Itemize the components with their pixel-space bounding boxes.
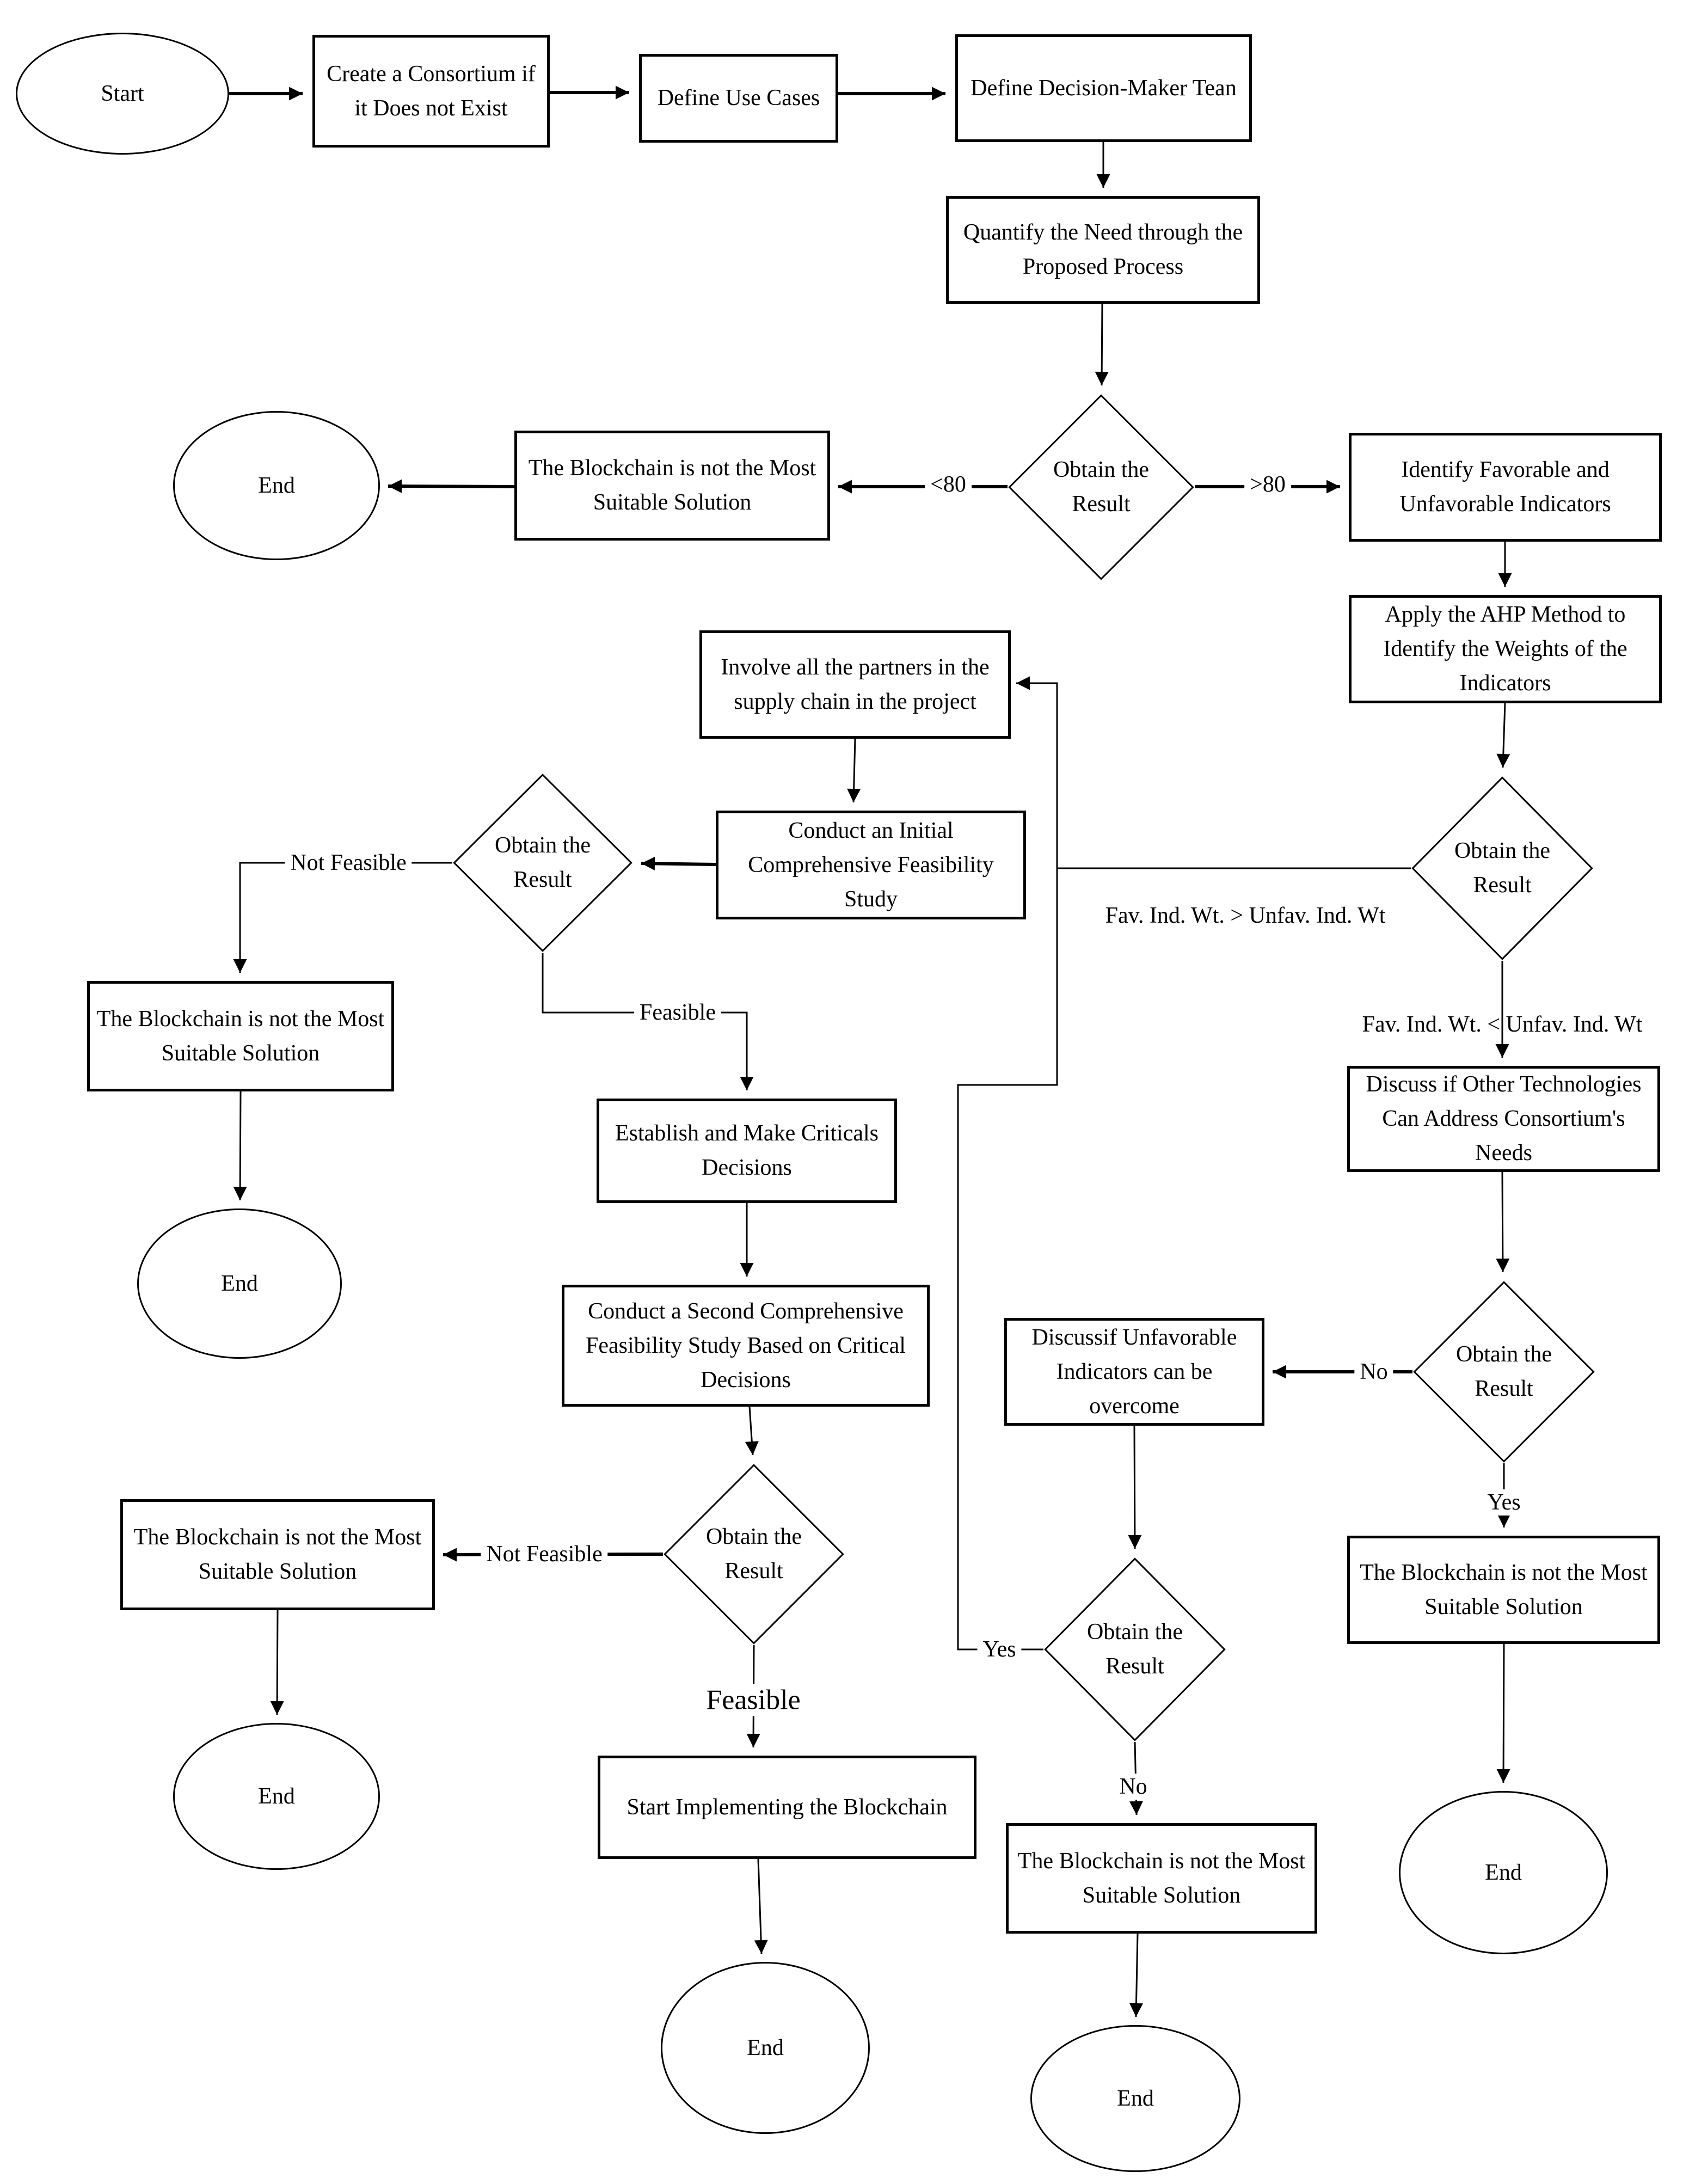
terminator-start-label: Start xyxy=(101,81,144,106)
terminator-end-4-label: End xyxy=(747,2035,784,2060)
edge-label-yes-1: Yes xyxy=(1482,1489,1526,1516)
process-define-decision-maker-team xyxy=(955,34,1252,142)
terminator-end-6-label: End xyxy=(1117,2085,1154,2111)
terminator-end-5-label: End xyxy=(1485,1860,1522,1885)
decision-obtain-result-2 xyxy=(1411,776,1594,961)
decision-obtain-result-3 xyxy=(452,773,633,953)
edge-label-feasible-1: Feasible xyxy=(634,999,721,1026)
decision-obtain-result-2-label: Obtain the Result xyxy=(1454,838,1551,898)
process-discuss-other-technologies-label: Discuss if Other Technologies Can Address Consortium's Needs xyxy=(1366,1072,1642,1165)
process-not-suitable-5-label: The Blockchain is not the Most Suitable Solution xyxy=(1017,1848,1306,1908)
process-establish-decisions xyxy=(597,1099,897,1203)
terminator-end-5 xyxy=(1399,1791,1608,1954)
process-create-consortium xyxy=(312,35,550,148)
edge-label-not-feasible-1: Not Feasible xyxy=(285,850,411,876)
terminator-end-1 xyxy=(173,411,380,560)
edge-label-fav-lt-unfav: Fav. Ind. Wt. < Unfav. Ind. Wt xyxy=(1362,1012,1643,1037)
decision-obtain-result-5-label: Obtain the Result xyxy=(1455,1342,1552,1401)
process-start-implementing-label: Start Implementing the Blockchain xyxy=(626,1794,948,1820)
process-discussif-unfavorable xyxy=(1004,1318,1264,1426)
process-not-suitable-1-label: The Blockchain is not the Most Suitable Solution xyxy=(528,456,816,515)
process-create-consortium-label: Create a Consortium if it Does not Exist xyxy=(327,61,536,121)
decision-obtain-result-5 xyxy=(1412,1280,1595,1463)
process-conduct-second-study-label: Conduct a Second Comprehensive Feasibility Study Based on Critical Decisions xyxy=(586,1298,906,1392)
decision-obtain-result-4-label: Obtain the Result xyxy=(705,1524,802,1584)
process-conduct-initial-study xyxy=(716,811,1026,919)
process-not-suitable-3-label: The Blockchain is not the Most Suitable Solution xyxy=(133,1525,422,1584)
terminator-end-3-label: End xyxy=(258,1783,295,1809)
process-conduct-initial-study-label: Conduct an Initial Comprehensive Feasibility Study xyxy=(748,818,994,912)
decision-obtain-result-4 xyxy=(663,1463,845,1645)
process-not-suitable-1 xyxy=(514,431,830,541)
edge-label-no-2: No xyxy=(1114,1774,1152,1800)
edge-label-fav-gt-unfav: Fav. Ind. Wt. > Unfav. Ind. Wt xyxy=(1105,903,1386,928)
process-identify-indicators xyxy=(1349,433,1662,542)
process-not-suitable-2 xyxy=(87,981,394,1091)
process-define-decision-maker-team-label: Define Decision-Maker Tean xyxy=(971,75,1237,101)
terminator-end-2 xyxy=(137,1208,342,1359)
process-not-suitable-2-label: The Blockchain is not the Most Suitable Solution xyxy=(96,1006,385,1066)
process-start-implementing xyxy=(598,1756,976,1859)
process-identify-indicators-label: Identify Favorable and Unfavorable Indicators xyxy=(1399,457,1611,517)
process-define-use-cases xyxy=(639,54,838,143)
process-discuss-other-technologies xyxy=(1347,1066,1660,1172)
process-quantify-need-label: Quantify the Need through the Proposed Process xyxy=(963,220,1243,279)
process-apply-ahp-label: Apply the AHP Method to Identify the Weights of the Indicators xyxy=(1383,602,1627,696)
process-not-suitable-4-label: The Blockchain is not the Most Suitable Solution xyxy=(1360,1560,1648,1619)
edge-label-lt80: <80 xyxy=(925,471,972,498)
terminator-end-1-label: End xyxy=(258,473,295,498)
process-not-suitable-4 xyxy=(1347,1536,1660,1644)
edge-label-gt80: >80 xyxy=(1244,471,1291,498)
edge-label-not-feasible-2: Not Feasible xyxy=(481,1541,607,1567)
process-conduct-second-study xyxy=(562,1285,930,1407)
process-apply-ahp xyxy=(1349,595,1662,703)
process-involve-partners-label: Involve all the partners in the supply chain in the project xyxy=(721,654,990,714)
terminator-end-3 xyxy=(173,1723,380,1870)
process-define-use-cases-label: Define Use Cases xyxy=(657,85,820,111)
terminator-end-4 xyxy=(661,1962,870,2134)
process-discussif-unfavorable-label: Discussif Unfavorable Indicators can be overcome xyxy=(1031,1324,1237,1419)
edge-label-feasible-2: Feasible xyxy=(701,1684,806,1716)
terminator-start xyxy=(16,33,229,155)
decision-obtain-result-3-label: Obtain the Result xyxy=(494,833,591,892)
terminator-end-2-label: End xyxy=(221,1271,258,1296)
process-involve-partners xyxy=(699,630,1011,739)
process-establish-decisions-label: Establish and Make Criticals Decisions xyxy=(615,1121,879,1180)
decision-obtain-result-6-label: Obtain the Result xyxy=(1086,1619,1183,1679)
process-quantify-need xyxy=(946,196,1260,304)
terminator-end-6 xyxy=(1030,2025,1240,2172)
decision-obtain-result-1-label: Obtain the Result xyxy=(1053,457,1150,517)
decision-obtain-result-1 xyxy=(1008,394,1195,581)
edge-label-yes-2: Yes xyxy=(977,1636,1021,1662)
edge-label-no-1: No xyxy=(1354,1359,1393,1385)
process-not-suitable-5 xyxy=(1006,1823,1317,1934)
decision-obtain-result-6 xyxy=(1043,1557,1226,1742)
process-not-suitable-3 xyxy=(120,1499,435,1610)
